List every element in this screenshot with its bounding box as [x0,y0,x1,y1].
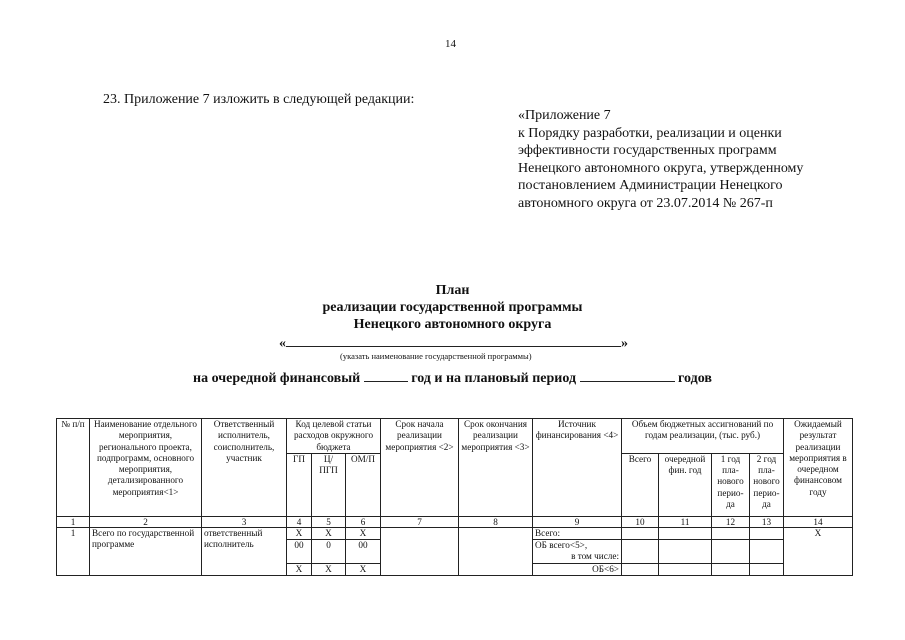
header-budget-y2: 2 год пла-нового перио-да [750,453,784,516]
row-name: Всего по государственной программе [90,527,202,575]
om-code: Х [346,563,381,575]
col-number: 10 [622,516,659,527]
row-number: 1 [57,527,90,575]
header-end: Срок окончания реализации мероприятия <3> [459,419,533,517]
period-part2: год и на плановый период [411,371,577,386]
program-name-blank [279,334,628,352]
header-num: № п/п [57,419,90,517]
gp-code: Х [287,527,312,539]
plan-title: План [435,283,470,298]
budget-y2-cell [750,540,784,564]
budget-total-cell [622,563,659,575]
program-name-underline [286,334,621,347]
budget-next-cell [659,527,712,539]
period-line [0,369,905,387]
header-budget: Объем бюджетных ассигнований по годам реализации, (тыс. руб.) [622,419,784,454]
col-number: 6 [346,516,381,527]
period-blank [580,369,675,382]
col-number: 12 [712,516,750,527]
budget-total-cell [622,527,659,539]
source-total: Всего: [533,527,622,539]
col-number: 4 [287,516,312,527]
year-blank [364,369,408,382]
appendix-line: к Порядку разработки, реализации и оценки [518,125,782,141]
budget-y1-cell [712,527,750,539]
column-number-row [57,516,853,527]
period-part3: годов [678,371,712,386]
row-end [459,527,533,575]
col-number: 5 [312,516,346,527]
budget-y2-cell [750,563,784,575]
row-start [381,527,459,575]
gp-code: Х [287,563,312,575]
budget-y1-cell [712,540,750,564]
gp-code: 00 [287,540,312,564]
appendix-reference [518,107,848,212]
budget-next-cell [659,540,712,564]
header-budget-total: Всего [622,453,659,516]
budget-total-cell [622,540,659,564]
header-start: Срок начала реализации мероприятия <2> [381,419,459,517]
plan-subtitle: реализации государственной программы [322,300,583,315]
budget-y2-cell [750,527,784,539]
source-incl: в том числе: [533,551,622,563]
plan-subtitle-region: Ненецкого автономного округа [353,317,552,332]
col-number: 11 [659,516,712,527]
om-code: 00 [346,540,381,564]
quote-open: « [279,336,286,351]
appendix-line: эффективности государственных программ [518,143,777,158]
col-number: 1 [57,516,90,527]
col-number: 8 [459,516,533,527]
appendix-line: автономного округа от 23.07.2014 № 267-п [518,195,773,211]
header-kcs-gp: ГП [287,453,312,516]
col-number: 9 [533,516,622,527]
header-name: Наименование отдельного мероприятия, регионального проекта, подпрограмм, основного мероприятия, детализированного мероприятия<1> [90,419,202,517]
page-number: 14 [445,38,456,50]
header-budget-next: очередной фин. год [659,453,712,516]
row-executor: ответственный исполнитель [202,527,287,575]
col-number: 3 [202,516,287,527]
header-result: Ожидаемый результат реализации мероприятия в очередном финансовом году [784,419,853,517]
source-ob6: ОБ<6> [533,563,622,575]
period-part1: на очередной финансовый [193,371,361,386]
col-number: 2 [90,516,202,527]
header-budget-y1: 1 год пла-нового перио-да [712,453,750,516]
row-result: Х [784,527,853,575]
source-ob: ОБ всего<5>, [533,540,622,552]
budget-y1-cell [712,563,750,575]
c-code: 0 [312,540,346,564]
col-number: 7 [381,516,459,527]
header-row [57,419,853,454]
appendix-line: Ненецкого автономного округа, утвержденному [518,160,804,176]
col-number: 14 [784,516,853,527]
quote-close: » [621,336,628,351]
header-kcs: Код целевой статьи расходов окружного бюджета [287,419,381,454]
header-kcs-om: ОМ/П [346,453,381,516]
c-code: Х [312,563,346,575]
header-executor: Ответственный исполнитель, соисполнитель, участник [202,419,287,517]
program-name-hint: (указать наименование государственной программы) [340,351,532,361]
appendix-line: постановлением Администрации Ненецкого [518,178,783,193]
plan-table [56,418,853,576]
table-row [57,527,853,539]
c-code: Х [312,527,346,539]
budget-next-cell [659,563,712,575]
om-code: Х [346,527,381,539]
col-number: 13 [750,516,784,527]
appendix-line: «Приложение 7 [518,108,611,123]
amendment-item: 23. Приложение 7 изложить в следующей редакции: [103,92,415,107]
header-kcs-c: Ц/ ПГП [312,453,346,516]
header-source: Источник финансирования <4> [533,419,622,517]
